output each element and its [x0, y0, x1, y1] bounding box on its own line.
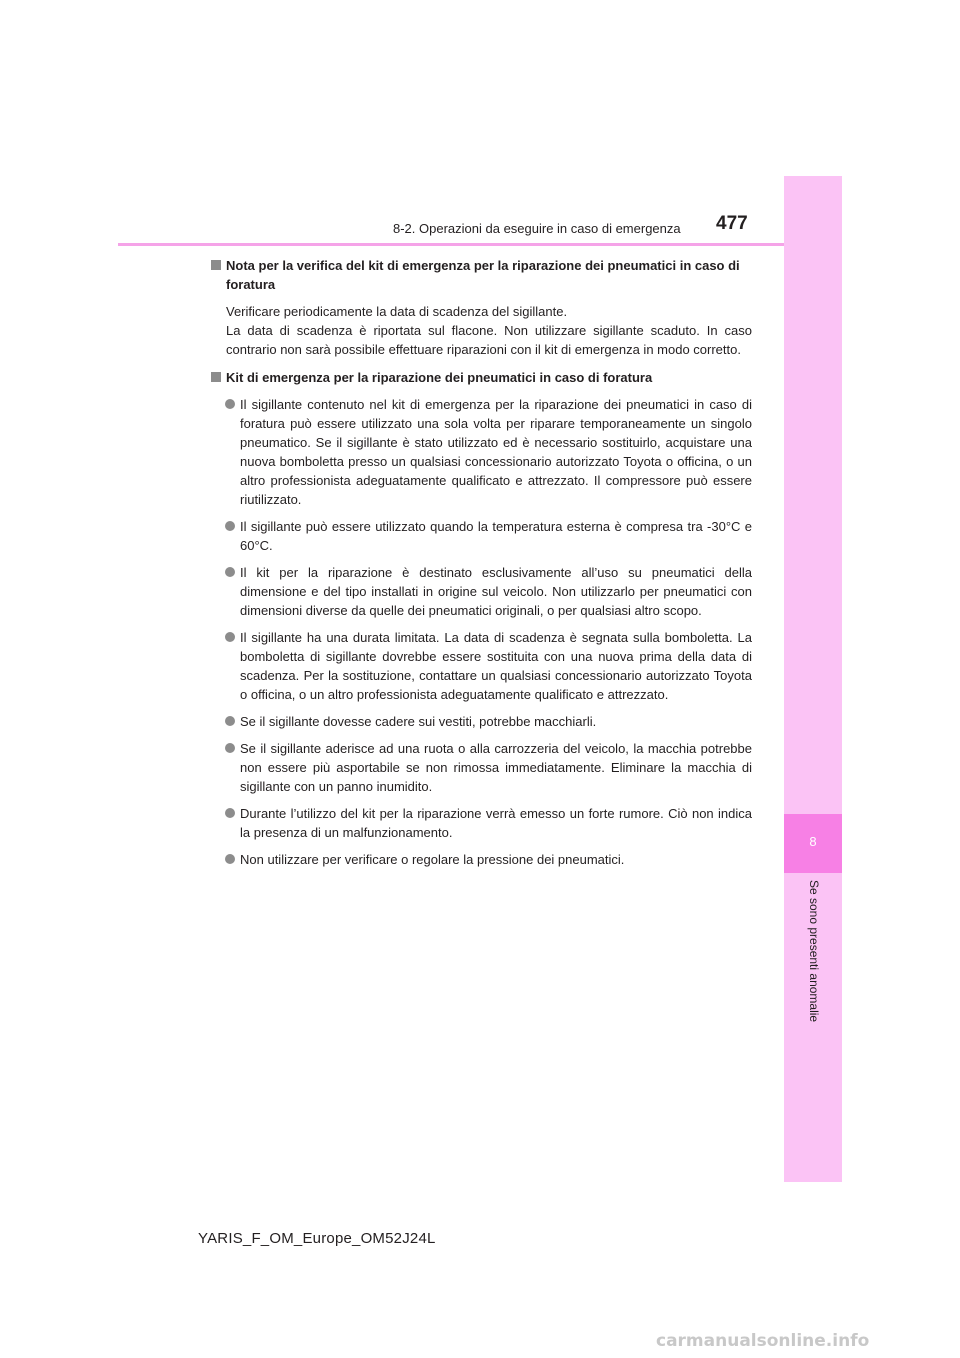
circle-bullet-icon	[225, 808, 235, 818]
list-item-text: Il sigillante ha una durata limitata. La data di scadenza è segnata sulla bomboletta. La bomboletta di sigillante dovrebbe essere sostituita con una nuova prima della data di scadenza. Per la sostituzione, contattare un qualsiasi concessionario autorizzato Toyota o officina, o un altro professionista adeguatamente qualificato e attrezzato.	[240, 630, 752, 702]
paragraph-line: Verificare periodicamente la data di scadenza del sigillante.	[226, 304, 568, 319]
list-item	[210, 628, 752, 704]
list-item	[210, 517, 752, 555]
list-item	[210, 739, 752, 796]
circle-bullet-icon	[225, 567, 235, 577]
square-bullet-icon	[211, 372, 221, 382]
section-paragraph	[210, 302, 752, 359]
circle-bullet-icon	[225, 743, 235, 753]
list-item-text: Il sigillante contenuto nel kit di emergenza per la riparazione dei pneumatici in caso di foratura può essere utilizzato una sola volta per riparare temporaneamente un singolo pneumatico. Se il sigillante è stato utilizzato ed è necessario sostituirlo, acquistare una nuova bomboletta presso un qualsiasi concessionario autorizzato Toyota o officina, o un altro professionista adeguatamente qualificato e attrezzato. Il compressore può essere riutilizzato.	[240, 397, 752, 507]
circle-bullet-icon	[225, 854, 235, 864]
square-bullet-icon	[211, 260, 221, 270]
list-item	[210, 712, 752, 731]
page-content	[210, 256, 752, 877]
list-item-text: Durante l’utilizzo del kit per la riparazione verrà emesso un forte rumore. Ciò non indica la presenza di un malfunzionamento.	[240, 806, 752, 840]
list-item	[210, 563, 752, 620]
watermark-link[interactable]: carmanualsonline.info	[656, 1331, 870, 1351]
circle-bullet-icon	[225, 716, 235, 726]
list-item-text: Se il sigillante dovesse cadere sui vestiti, potrebbe macchiarli.	[240, 714, 597, 729]
section-heading-text: Kit di emergenza per la riparazione dei pneumatici in caso di foratura	[226, 370, 653, 385]
header-rule	[118, 243, 784, 246]
circle-bullet-icon	[225, 521, 235, 531]
chapter-number-tab: 8	[784, 814, 842, 873]
section-heading	[210, 368, 752, 387]
circle-bullet-icon	[225, 399, 235, 409]
footer-document-code: YARIS_F_OM_Europe_OM52J24L	[198, 1230, 436, 1247]
list-item-text: Il sigillante può essere utilizzato quando la temperatura esterna è compresa tra -30°C e 60°C.	[240, 519, 752, 553]
list-item-text: Non utilizzare per verificare o regolare la pressione dei pneumatici.	[240, 852, 625, 867]
list-item	[210, 395, 752, 509]
section-heading	[210, 256, 752, 294]
list-item-text: Se il sigillante aderisce ad una ruota o alla carrozzeria del veicolo, la macchia potrebbe non essere più asportabile se non rimossa immediatamente. Eliminare la macchia di sigillante con un panno inumidito.	[240, 741, 752, 794]
list-item	[210, 804, 752, 842]
page-number: 477	[716, 213, 748, 234]
chapter-title-tab: Se sono presenti anomalie	[807, 880, 821, 1023]
circle-bullet-icon	[225, 632, 235, 642]
paragraph-line: La data di scadenza è riportata sul flacone. Non utilizzare sigillante scaduto. In caso contrario non sarà possibile effettuare riparazioni con il kit di emergenza in modo corretto.	[226, 323, 752, 357]
header-section-title: 8-2. Operazioni da eseguire in caso di emergenza	[393, 221, 681, 236]
section-heading-text: Nota per la verifica del kit di emergenza per la riparazione dei pneumatici in caso di foratura	[226, 258, 740, 292]
list-item-text: Il kit per la riparazione è destinato esclusivamente all’uso su pneumatici della dimensione e del tipo installati in origine sul veicolo. Non utilizzarlo per pneumatici con dimensioni diverse da quelle dei pneumatici originali, o per qualsiasi altro scopo.	[240, 565, 752, 618]
list-item	[210, 850, 752, 869]
